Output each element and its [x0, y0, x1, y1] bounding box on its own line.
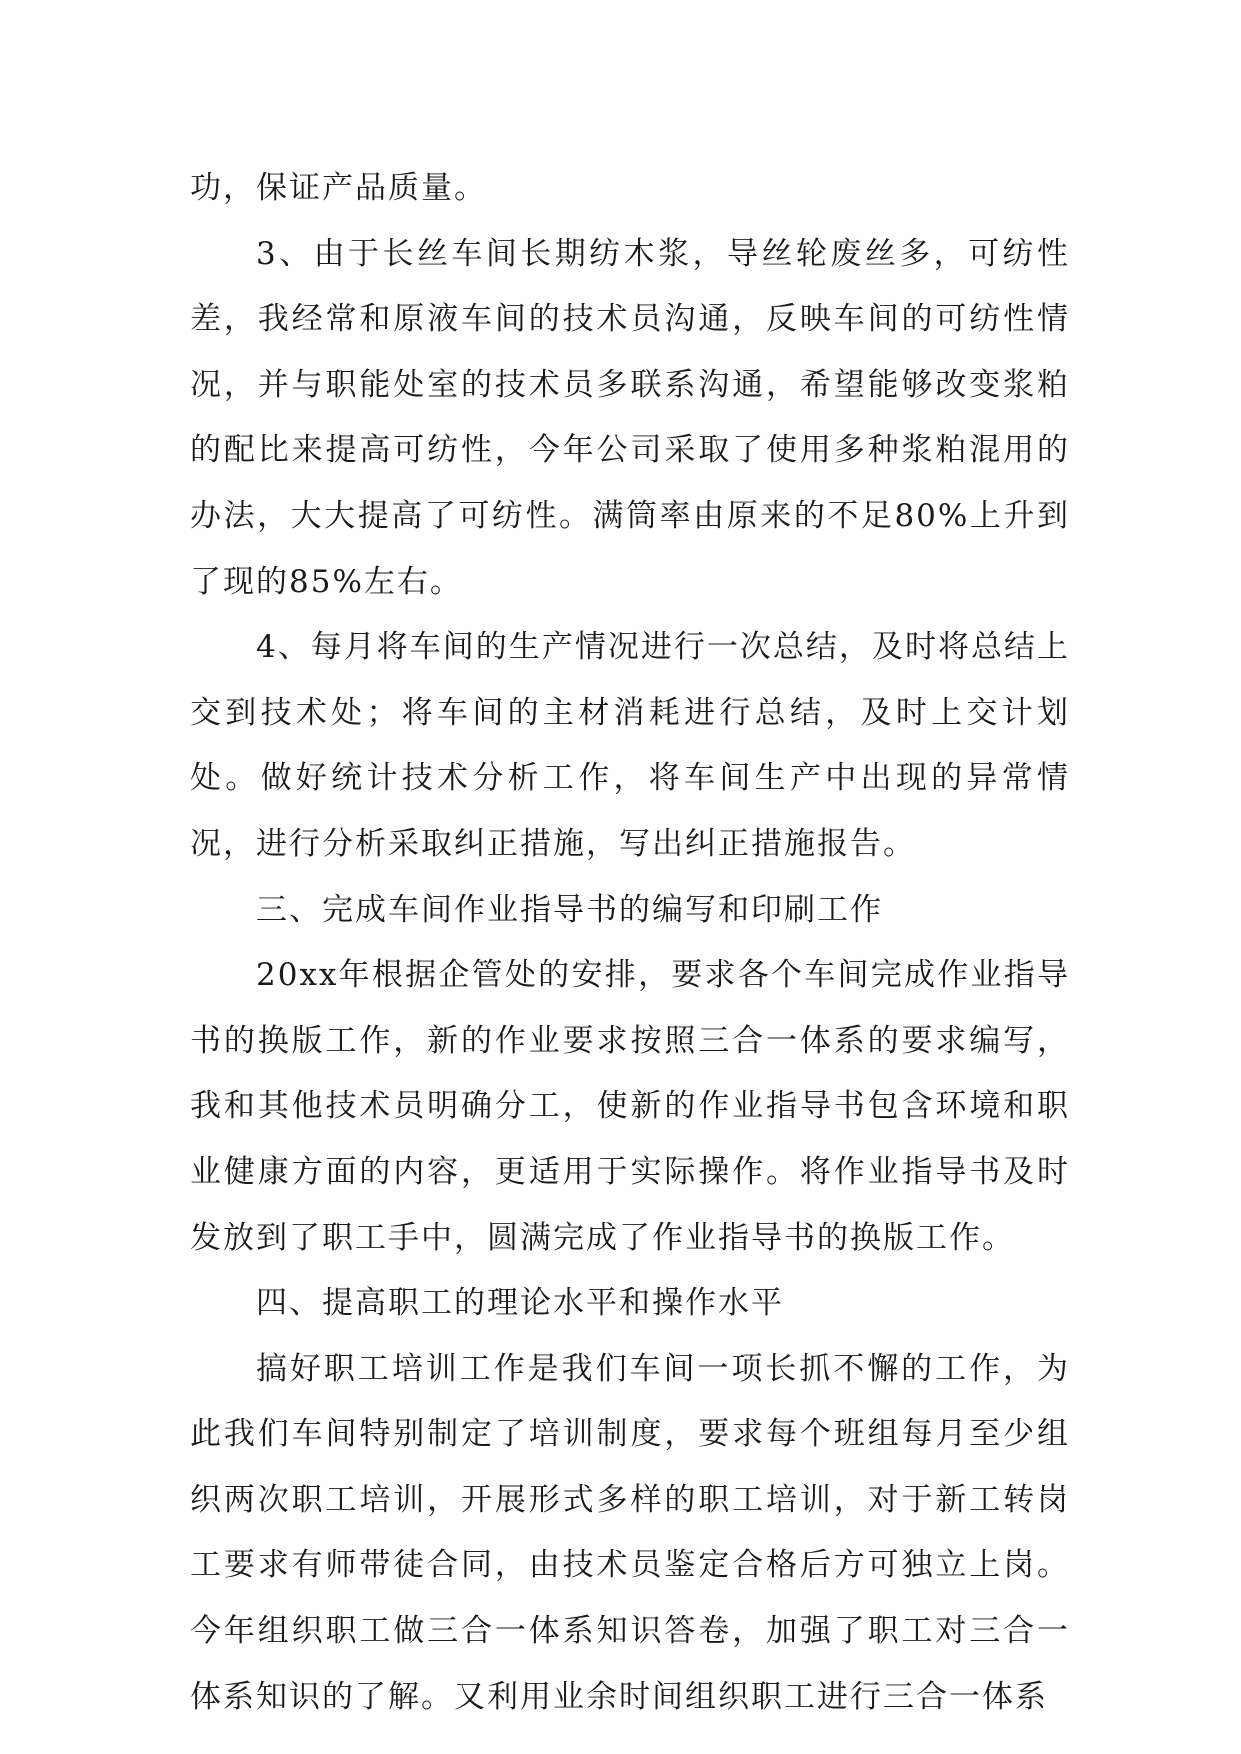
- paragraph-section-3: 20xx年根据企管处的安排，要求各个车间完成作业指导书的换版工作，新的作业要求按照三合一体系的要求编写，我和其他技术员明确分工，使新的作业指导书包含环境和职业健康方面的内容，更适用于实际操作。将作业指导书及时发放到了职工手中，圆满完成了作业指导书的换版工作。: [190, 957, 1070, 1256]
- paragraph-item-3: 3、由于长丝车间长期纺木浆，导丝轮废丝多，可纺性差，我经常和原液车间的技术员沟通，反映车间的可纺性情况，并与职能处室的技术员多联系沟通，希望能够改变浆粕的配比来提高可纺性，今年公司采取了使用多种浆粕混用的办法，大大提高了可纺性。满筒率由原来的不足80%上升到了现的85%左右。: [190, 235, 1070, 600]
- document-body: [190, 156, 1070, 1730]
- paragraph-section-4: 搞好职工培训工作是我们车间一项长抓不懈的工作，为此我们车间特别制定了培训制度，要求每个班组每月至少组织两次职工培训，开展形式多样的职工培训，对于新工转岗工要求有师带徒合同，由技术员鉴定合格后方可独立上岗。今年组织职工做三合一体系知识答卷，加强了职工对三合一体系知识的了解。又利用业余时间组织职工进行三合一体系: [190, 1350, 1070, 1715]
- section-heading-4: 四、提高职工的理论水平和操作水平: [256, 1285, 784, 1322]
- paragraph-continued: 功，保证产品质量。: [190, 170, 487, 206]
- paragraph-item-4: 4、每月将车间的生产情况进行一次总结，及时将总结上交到技术处；将车间的主材消耗进行总结，及时上交计划处。做好统计技术分析工作，将车间生产中出现的异常情况，进行分析采取纠正措施，写出纠正措施报告。: [190, 629, 1070, 862]
- section-heading-3: 三、完成车间作业指导书的编写和印刷工作: [256, 891, 883, 928]
